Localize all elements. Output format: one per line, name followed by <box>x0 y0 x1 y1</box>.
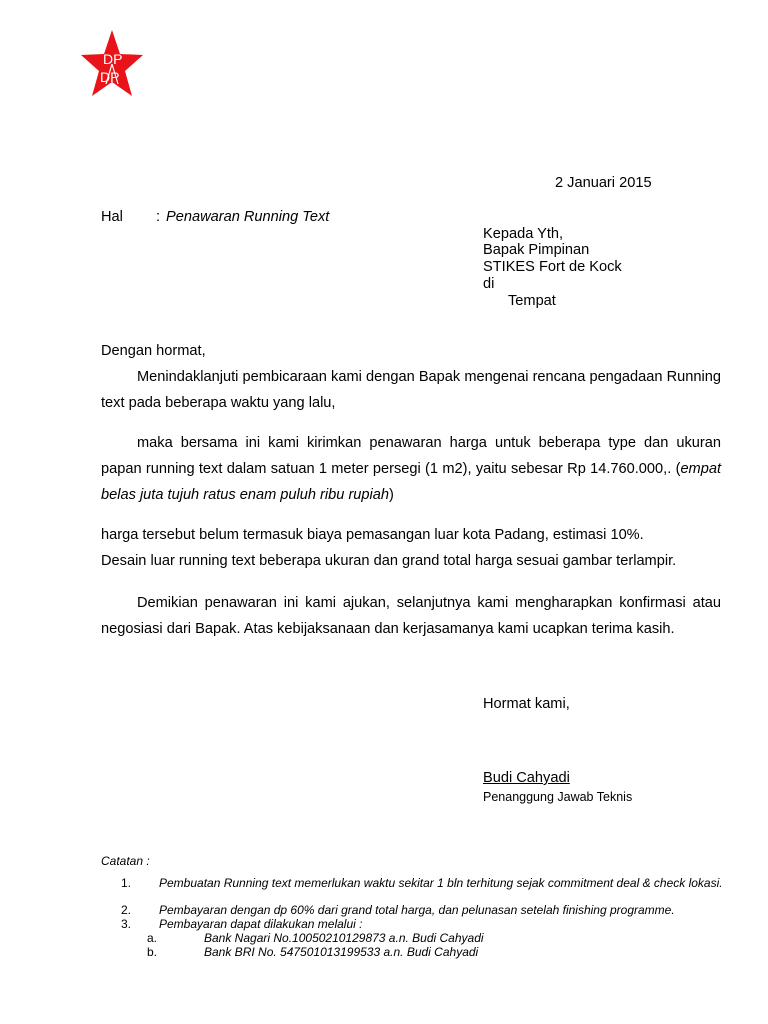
note-item-2 <box>111 904 723 917</box>
paragraph-2-close: ) <box>389 487 394 503</box>
recipient-line-2: Bapak Pimpinan <box>483 242 590 258</box>
subject-separator: : <box>156 209 161 225</box>
note-number: 3. <box>121 917 132 931</box>
subject-value: Penawaran Running Text <box>166 209 330 225</box>
recipient-line-1: Kepada Yth, <box>483 226 564 242</box>
note-number: 1. <box>121 876 132 890</box>
paragraph-2 <box>101 430 721 508</box>
signatory-name-text: Budi Cahyadi <box>483 770 570 786</box>
closing-salutation: Hormat kami, <box>483 696 570 712</box>
signatory-name <box>483 770 570 786</box>
logo-text-bottom: DP <box>100 69 120 85</box>
recipient-line-4: di <box>483 276 495 292</box>
amount-in-words: empat belas juta tujuh ratus enam puluh ribu rupiah <box>101 461 721 503</box>
note-item-1 <box>111 877 723 903</box>
note-number: 2. <box>121 903 132 917</box>
note-text: Pembayaran dengan dp 60% dari grand total harga, dan pelunasan setelah finishing programme. <box>159 903 675 917</box>
star-logo-icon <box>80 28 144 102</box>
paragraph-2-text: maka bersama ini kami kirimkan penawaran harga untuk beberapa type dan ukuran papan running text dalam satuan 1 meter persegi (1 m2), yaitu sebesar Rp 14.760.000,. ( <box>101 435 721 477</box>
signatory-title: Penanggung Jawab Teknis <box>483 790 633 804</box>
sub-item-letter: a. <box>147 931 158 945</box>
note-item-3 <box>111 918 723 931</box>
company-logo <box>80 28 144 102</box>
paragraph-3-line-2: Desain luar running text beberapa ukuran dan grand total harga sesuai gambar terlampir. <box>101 553 677 569</box>
logo-text-top: DP <box>103 51 123 67</box>
recipient-line-3: STIKES Fort de Kock <box>483 259 622 275</box>
paragraph-3-line-1: harga tersebut belum termasuk biaya pemasangan luar kota Padang, estimasi 10%. <box>101 527 644 543</box>
paragraph-1: Menindaklanjuti pembicaraan kami dengan Bapak mengenai rencana pengadaan Running text pada beberapa waktu yang lalu, <box>101 369 721 411</box>
letter-date: 2 Januari 2015 <box>555 175 652 191</box>
note-text: Pembayaran dapat dilakukan melalui : <box>159 917 363 931</box>
notes-heading: Catatan : <box>101 854 150 868</box>
sub-item-letter: b. <box>147 945 158 959</box>
paragraph-4: Demikian penawaran ini kami ajukan, selanjutnya kami mengharapkan konfirmasi atau negosiasi dari Bapak. Atas kebijaksanaan dan kerjasamanya kami ucapkan terima kasih. <box>101 595 721 637</box>
sub-item-text: Bank BRI No. 547501013199533 a.n. Budi Cahyadi <box>204 945 479 959</box>
greeting: Dengan hormat, <box>101 343 206 359</box>
sub-item-text: Bank Nagari No.10050210129873 a.n. Budi Cahyadi <box>204 931 484 945</box>
note-text: Pembuatan Running text memerlukan waktu sekitar 1 bln terhitung sejak commitment deal & check lokasi. <box>159 876 723 890</box>
recipient-line-5: Tempat <box>508 293 556 309</box>
subject-label: Hal <box>101 209 123 225</box>
